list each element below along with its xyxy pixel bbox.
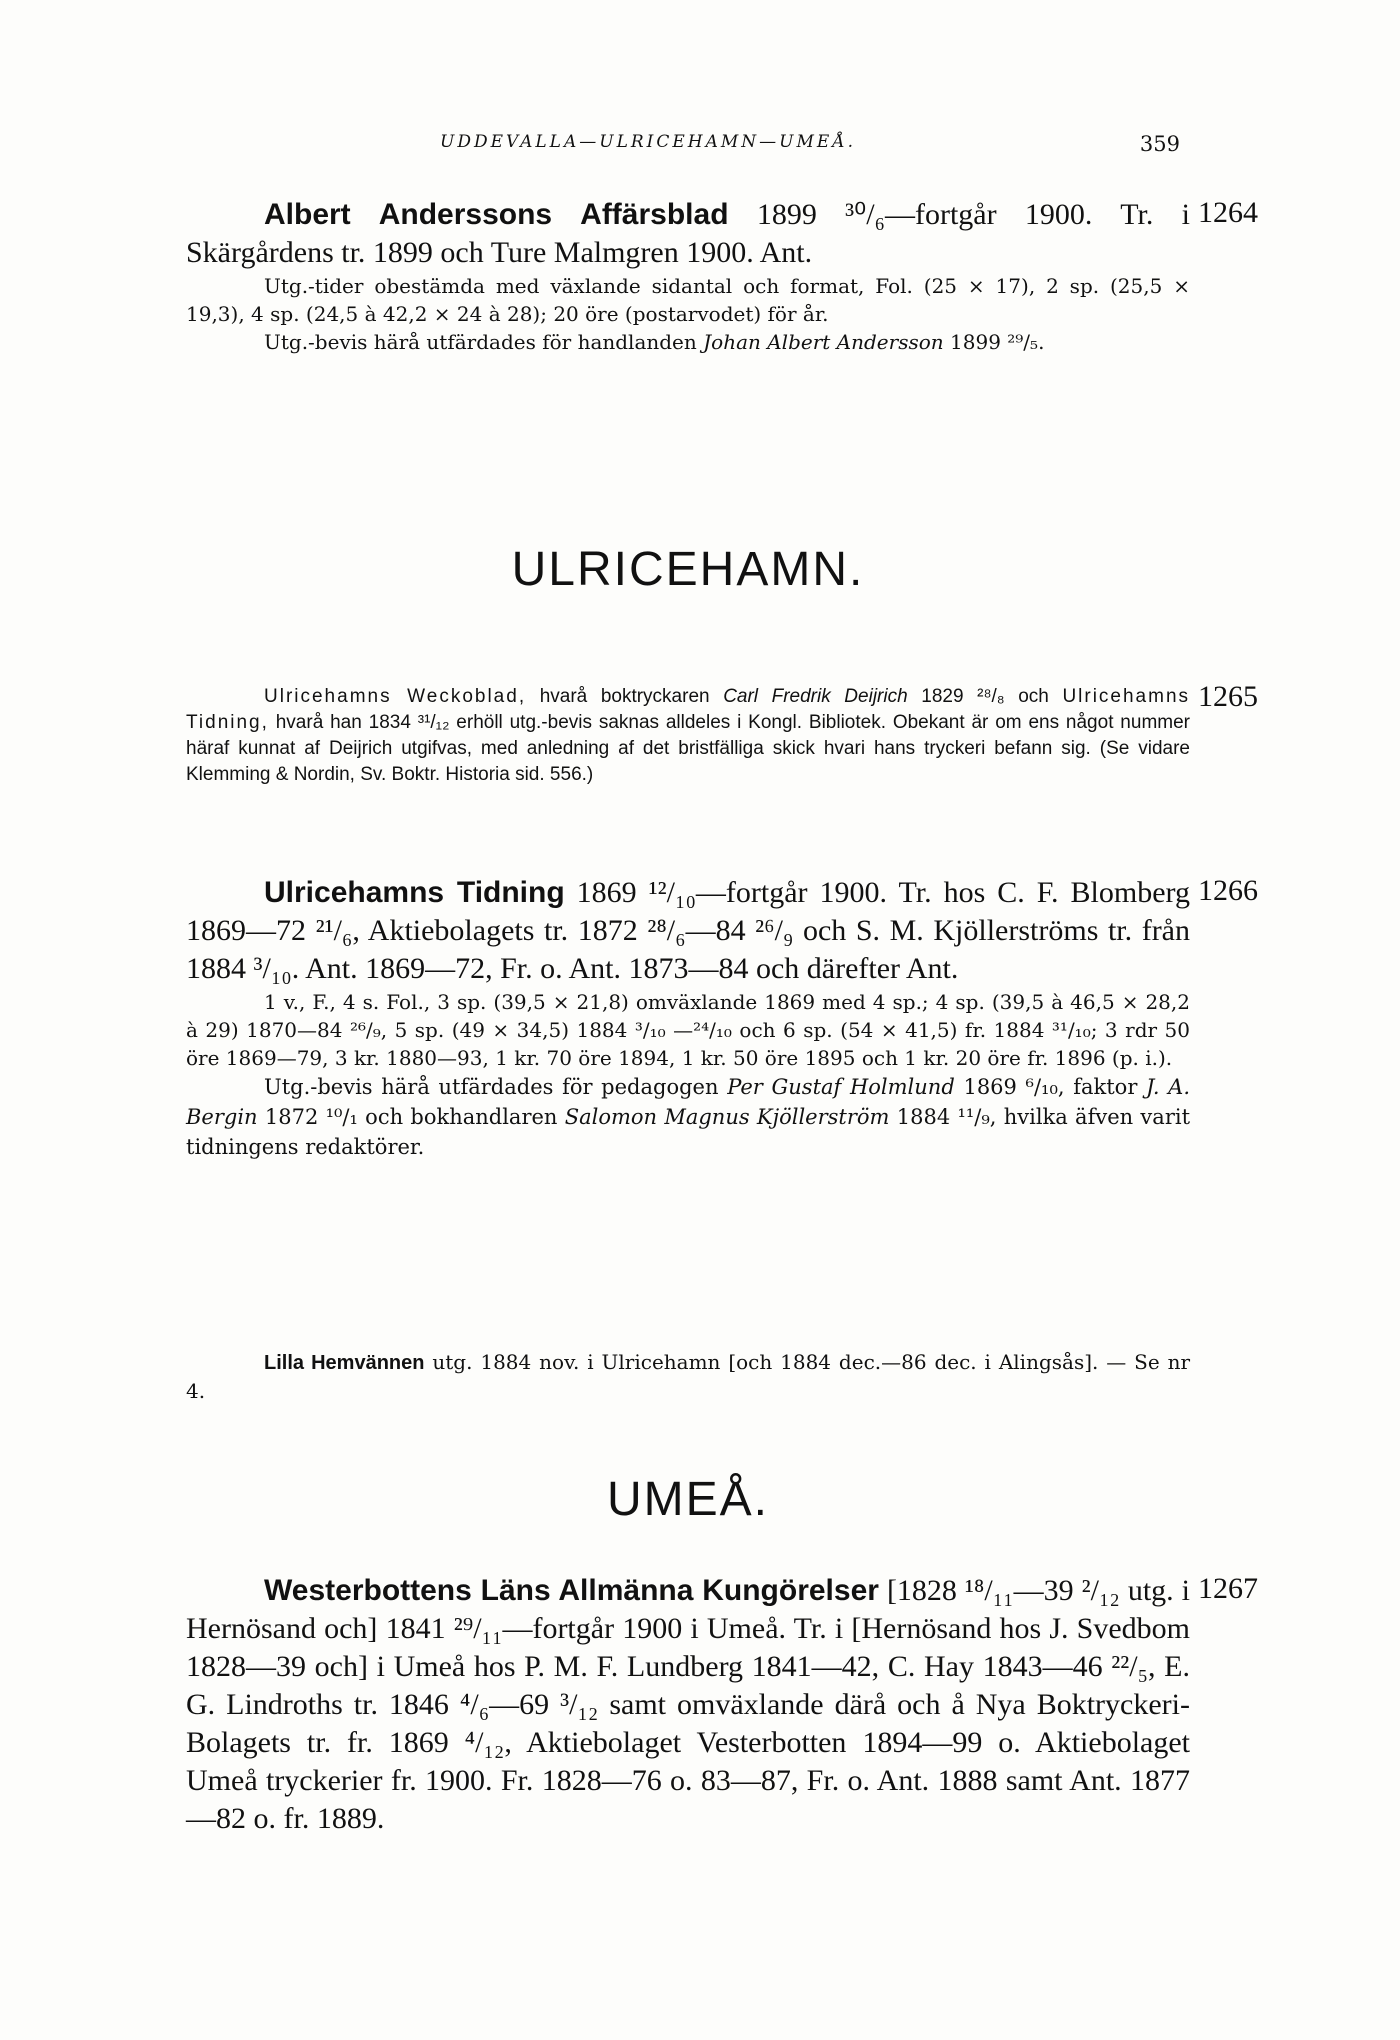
entry-main: 1899 ³⁰/₆—fortgår 1900. Tr. i Skärgårdens tr. 1899 och Ture Malmgren 1900. Ant. (186, 198, 1190, 269)
entry-number: 1267 (1198, 1572, 1258, 1605)
section-title: ULRICEHAMN. (511, 543, 865, 596)
entry-text: utg. 1884 nov. i Ulricehamn [och 1884 dec.—86 dec. i Alingsås]. — Se nr 4. (186, 1350, 1191, 1403)
entry-1266 (186, 874, 1190, 1162)
section-heading-ulricehamn (186, 542, 1190, 597)
entry-text: 1829 ²⁸/₈ och (921, 686, 1049, 707)
entry-title: Westerbottens Läns Allmänna Kungörelser (264, 1574, 879, 1607)
entry-number: 1266 (1198, 874, 1258, 907)
person-name: Carl Fredrik Deijrich (723, 686, 908, 707)
running-title: UDDEVALLA—ULRICEHAMN—UMEÅ. (440, 132, 857, 152)
entry-main: 1869 ¹²/₁₀—fortgår 1900. Tr. hos C. F. Blomberg 1869—72 ²¹/₆, Aktiebolagets tr. 1872 ²⁸/₆—84 ²⁶/₉ och S. M. Kjöllerströms tr. från 1884 ³/₁₀. Ant. 1869—72, Fr. o. Ant. 1873—84 och därefter Ant. (186, 876, 1190, 985)
entry-details: Utg.-tider obestämda med växlande sidantal och format, Fol. (25 × 17), 2 sp. (25,5 × 19,3), 4 sp. (24,5 à 42,2 × 24 à 28); 20 öre (postarvodet) för år. (186, 274, 1190, 326)
bevis-text: 1869 ⁶/₁₀, faktor (963, 1075, 1138, 1099)
bevis-text: Utg.-bevis härå utfärdades för pedagogen (264, 1075, 719, 1099)
bevis-text: 1884 ¹¹/₉, hvilka äfven varit tidningens redaktörer. (186, 1105, 1191, 1159)
bevis-name: Johan Albert Andersson (703, 330, 944, 354)
entry-main: [1828 ¹⁸/₁₁—39 ²/₁₂ utg. i Hernösand och] 1841 ²⁹/₁₁—fortgår 1900 i Umeå. Tr. i [Hernösand hos J. Svedbom 1828—39 och] i Umeå hos P. M. F. Lundberg 1841—42, C. Hay 1843—46 ²²/₅, E. G. Lindroths tr. 1846 ⁴/₆—69 ³/₁₂ samt omväxlande därå och å Nya Boktryckeri-Bolagets tr. fr. 1869 ⁴/₁₂, Aktiebolaget Vesterbotten 1894—99 o. Aktiebolaget Umeå tryckerier fr. 1900. Fr. 1828—76 o. 83—87, Fr. o. Ant. 1888 samt Ant. 1877—82 o. fr. 1889. (186, 1574, 1191, 1835)
entry-title: Albert Anderssons Affärsblad (264, 198, 729, 231)
entry-1265 (186, 684, 1190, 788)
entry-number: 1265 (1198, 680, 1258, 713)
entry-number: 1264 (1198, 196, 1258, 229)
entry-title: Lilla Hemvännen (264, 1352, 425, 1374)
newspaper-title: Ulricehamns Tidning, (186, 686, 1191, 733)
page-header (440, 132, 1180, 164)
section-title: UMEÅ. (606, 1473, 769, 1526)
newspaper-title: Ulricehamns Weckoblad, (264, 686, 527, 707)
entry-details: 1 v., F., 4 s. Fol., 3 sp. (39,5 × 21,8) omväxlande 1869 med 4 sp.; 4 sp. (39,5 à 46,5 × 28,2 à 29) 1870—84 ²⁶/₉, 5 sp. (49 × 34,5) 1884 ³/₁₀ —²⁴/₁₀ och 6 sp. (54 × 41,5) fr. 1884 ³¹/₁₀; 3 rdr 50 öre 1869—79, 3 kr. 1880—93, 1 kr. 70 öre 1894, 1 kr. 50 öre 1895 och 1 kr. 20 öre fr. 1896 (p. i.). (186, 990, 1190, 1070)
person-name: Per Gustaf Holmlund (727, 1075, 955, 1099)
page-number: 359 (1139, 132, 1180, 156)
person-name: J. A. Bergin (186, 1075, 1191, 1129)
person-name: Salomon Magnus Kjöllerström (564, 1105, 890, 1129)
entry-1267 (186, 1572, 1190, 1838)
entry-lilla-hemvannen (186, 1348, 1190, 1405)
entry-text: hvarå boktryckaren (539, 686, 710, 707)
bevis-text: 1872 ¹⁰/₁ och bokhandlaren (264, 1105, 558, 1129)
entry-title: Ulricehamns Tidning (264, 876, 565, 909)
bevis-date: 1899 ²⁹/₅. (950, 330, 1045, 354)
entry-1264 (186, 196, 1190, 356)
bevis-text: Utg.-bevis härå utfärdades för handlanden (264, 330, 697, 354)
section-heading-umea (186, 1472, 1190, 1527)
entry-text: hvarå han 1834 ³¹/₁₂ erhöll utg.-bevis saknas alldeles i Kongl. Bibliotek. Obekant är om ens något nummer häraf kunnat af Deijrich utgifvas, med anledning af det bristfälliga skick hvari hans tryckeri befann sig. (Se vidare Klemming & Nordin, Sv. Boktr. Historia sid. 556.) (186, 712, 1190, 785)
